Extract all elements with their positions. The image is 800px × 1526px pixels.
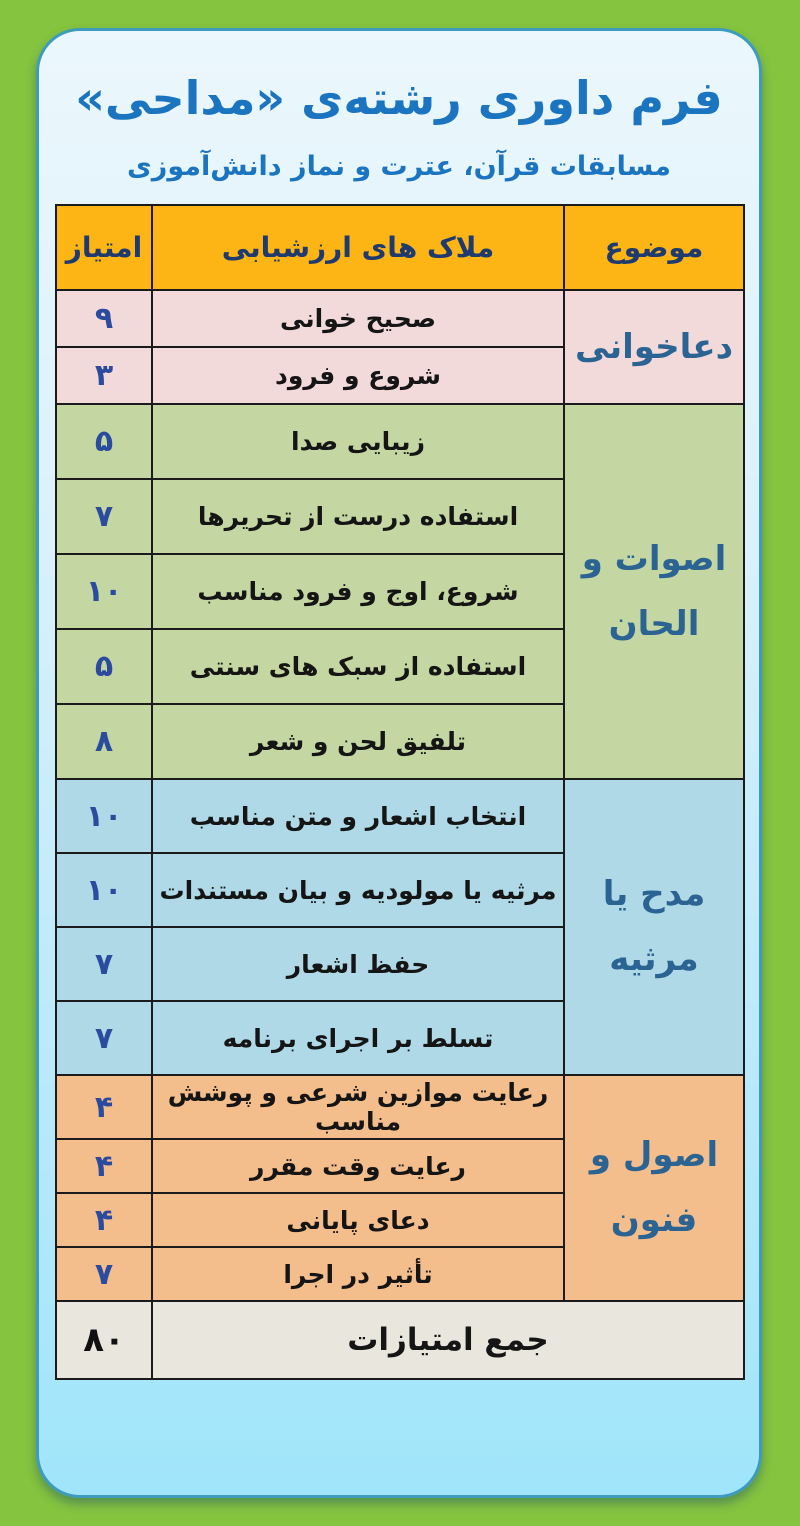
criterion-cell: شروع و فرود [152, 347, 564, 404]
criterion-cell: مرثیه یا مولودیه و بیان مستندات [152, 853, 564, 927]
judging-table [55, 204, 745, 1380]
score-cell: ۷ [56, 1001, 152, 1075]
criterion-cell: انتخاب اشعار و متن مناسب [152, 779, 564, 853]
criterion-cell: رعایت موازین شرعی و پوشش مناسب [152, 1075, 564, 1139]
score-cell: ۱۰ [56, 779, 152, 853]
form-card [36, 28, 762, 1498]
page-subtitle: مسابقات قرآن، عترت و نماز دانش‌آموزی [127, 151, 671, 182]
subject-cell-doakhani: دعاخوانی [564, 290, 744, 404]
score-cell: ۱۰ [56, 853, 152, 927]
score-cell: ۴ [56, 1193, 152, 1247]
table-row [56, 290, 744, 347]
subject-cell-madh-marsieh: مدح یا مرثیه [564, 779, 744, 1075]
criterion-cell: شروع، اوج و فرود مناسب [152, 554, 564, 629]
page-title: فرم داوری رشته‌ی «مداحی» [75, 71, 723, 125]
criterion-cell: دعای پایانی [152, 1193, 564, 1247]
score-cell: ۷ [56, 479, 152, 554]
header-score: امتیاز [56, 205, 152, 290]
criterion-cell: زیبایی صدا [152, 404, 564, 479]
score-cell: ۷ [56, 927, 152, 1001]
score-cell: ۴ [56, 1139, 152, 1193]
total-label-cell: جمع امتیازات [152, 1301, 744, 1379]
criterion-cell: حفظ اشعار [152, 927, 564, 1001]
total-score-cell: ۸۰ [56, 1301, 152, 1379]
criterion-cell: استفاده از سبک های سنتی [152, 629, 564, 704]
header-criteria: ملاک های ارزشیابی [152, 205, 564, 290]
score-cell: ۵ [56, 629, 152, 704]
table-header-row [56, 205, 744, 290]
criterion-cell: استفاده درست از تحریرها [152, 479, 564, 554]
table-row [56, 1075, 744, 1139]
score-cell: ۹ [56, 290, 152, 347]
criterion-cell: تأثیر در اجرا [152, 1247, 564, 1301]
judging-table-wrapper [59, 204, 745, 1380]
criterion-cell: تلفیق لحن و شعر [152, 704, 564, 779]
score-cell: ۴ [56, 1075, 152, 1139]
score-cell: ۱۰ [56, 554, 152, 629]
table-row [56, 779, 744, 853]
score-cell: ۳ [56, 347, 152, 404]
criterion-cell: رعایت وقت مقرر [152, 1139, 564, 1193]
header-subject: موضوع [564, 205, 744, 290]
score-cell: ۸ [56, 704, 152, 779]
criterion-cell: تسلط بر اجرای برنامه [152, 1001, 564, 1075]
score-cell: ۵ [56, 404, 152, 479]
score-cell: ۷ [56, 1247, 152, 1301]
subject-cell-osul-fonun: اصول و فنون [564, 1075, 744, 1301]
criterion-cell: صحیح خوانی [152, 290, 564, 347]
table-row [56, 404, 744, 479]
subject-cell-asvat-alhan: اصوات و الحان [564, 404, 744, 779]
total-row [56, 1301, 744, 1379]
